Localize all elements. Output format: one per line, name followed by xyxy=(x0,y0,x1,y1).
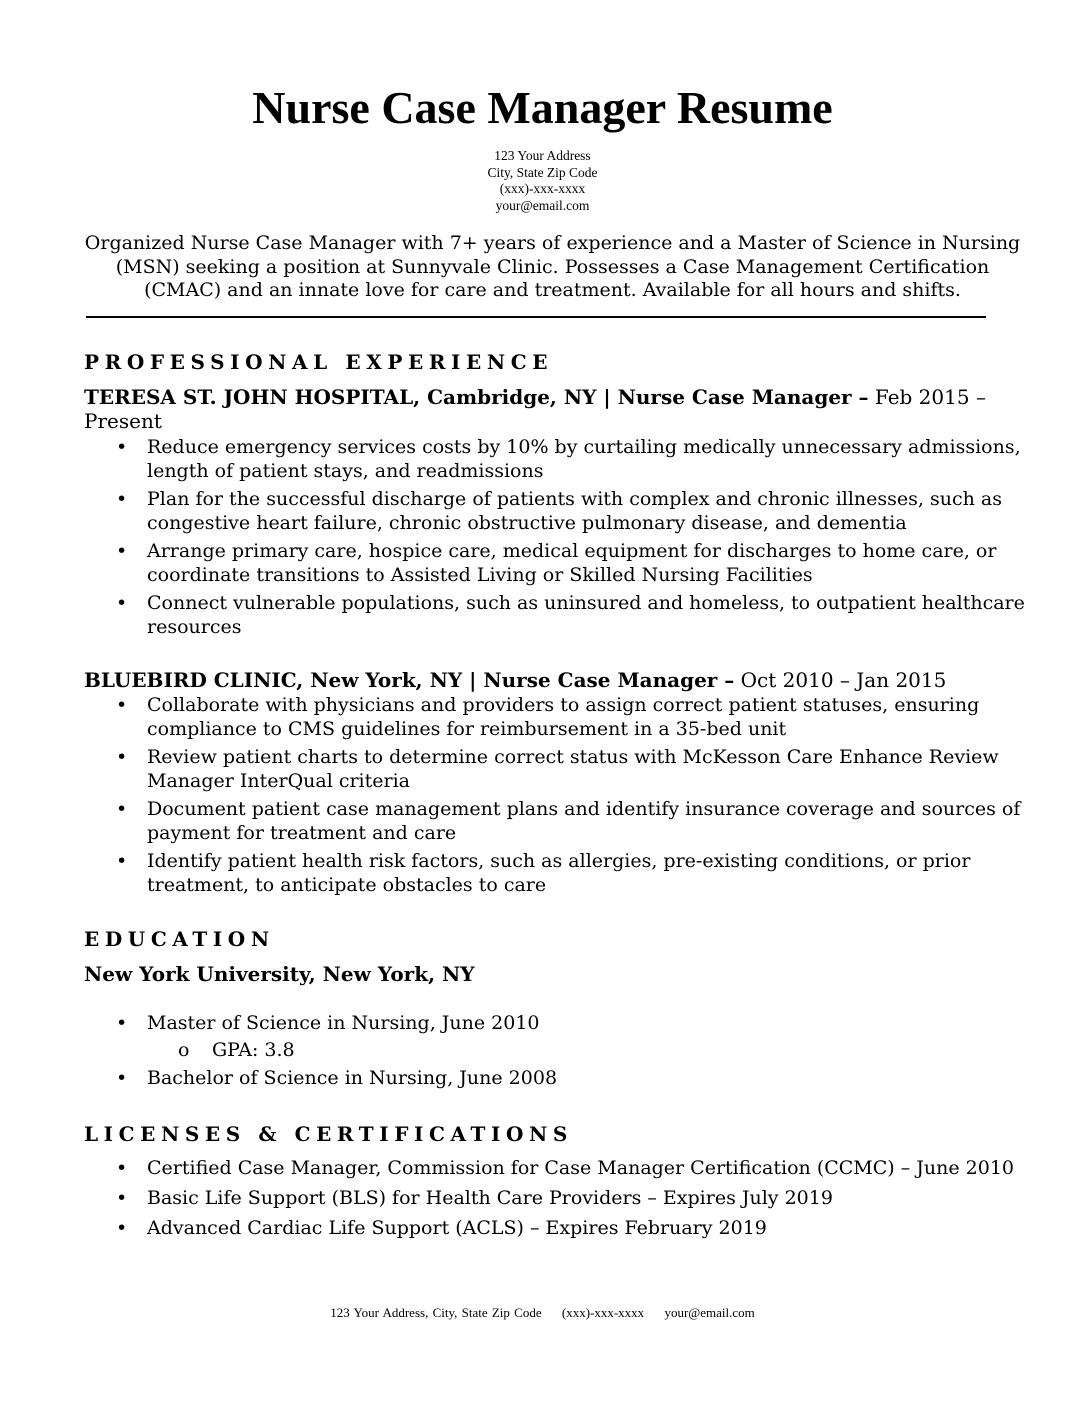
gpa-line: o GPA: 3.8 xyxy=(178,1039,295,1061)
education-bullets-2 xyxy=(0,1067,1027,1091)
bullet-icon: • xyxy=(116,798,128,820)
list-item: • Plan for the successful discharge of patients with complex and chronic illnesses, such as congestive heart failure, chronic obstructive pulmonary disease, and dementia xyxy=(116,488,1002,534)
page-title: Nurse Case Manager Resume xyxy=(252,82,833,133)
bullet-icon: • xyxy=(116,746,128,768)
bullet-icon: • xyxy=(116,1187,128,1209)
circle-bullet-icon: o xyxy=(178,1039,190,1061)
licenses-bullets xyxy=(0,1157,1027,1241)
footer-contact xyxy=(0,1305,1085,1321)
bullet-icon: • xyxy=(116,1067,128,1089)
contact-email[interactable]: your@email.com xyxy=(495,197,590,213)
job-employer: BLUEBIRD CLINIC, New York, NY | Nurse Case Manager – xyxy=(84,668,735,692)
education-heading: EDUCATION xyxy=(84,927,275,951)
job-bullets-1 xyxy=(0,436,1027,639)
list-item: • Identify patient health risk factors, such as allergies, pre-existing conditions, or prior treatment, to anticipate obstacles to care xyxy=(116,850,971,896)
list-item: • Arrange primary care, hospice care, medical equipment for discharges to home care, or coordinate transitions to Assisted Living or Skilled Nursing Facilities xyxy=(116,540,997,586)
list-item: • Review patient charts to determine correct status with McKesson Care Enhance Review Manager InterQual criteria xyxy=(116,746,999,792)
list-item: • Reduce emergency services costs by 10% by curtailing medically unnecessary admissions, length of patient stays, and readmissions xyxy=(116,436,1021,482)
contact-block xyxy=(0,148,1085,214)
bullet-icon: • xyxy=(116,488,128,510)
bullet-icon: • xyxy=(116,592,128,614)
job-bullets-2 xyxy=(0,694,1027,897)
list-item: • Document patient case management plans and identify insurance coverage and sources of payment for treatment and care xyxy=(116,798,1021,844)
job-dates: Feb 2015 – Present xyxy=(84,385,986,433)
list-item: • Advanced Cardiac Life Support (ACLS) – Expires February 2019 xyxy=(116,1217,767,1239)
footer-email[interactable]: your@email.com xyxy=(664,1305,755,1320)
list-item: • Certified Case Manager, Commission for Case Manager Certification (CCMC) – June 2010 xyxy=(116,1157,1015,1179)
divider-line xyxy=(86,316,986,318)
bullet-icon: • xyxy=(116,1157,128,1179)
bullet-icon: • xyxy=(116,540,128,562)
list-item: • Connect vulnerable populations, such as uninsured and homeless, to outpatient healthcare resources xyxy=(116,592,1025,638)
bullet-icon: • xyxy=(116,694,128,716)
contact-address: 123 Your Address xyxy=(494,148,591,163)
list-item: • Bachelor of Science in Nursing, June 2008 xyxy=(116,1067,558,1089)
job-employer: TERESA ST. JOHN HOSPITAL, Cambridge, NY | Nurse Case Manager – xyxy=(84,385,869,409)
contact-phone: (xxx)-xxx-xxxx xyxy=(499,181,586,196)
list-item: • Collaborate with physicians and providers to assign correct patient statuses, ensuring compliance to CMS guidelines for reimbursement in a 35-bed unit xyxy=(116,694,980,740)
summary-paragraph: Organized Nurse Case Manager with 7+ years of experience and a Master of Science in Nursing (MSN) seeking a position at Sunnyvale Clinic. Possesses a Case Management Certification (CMAC) and an innate love for care and treatment. Available for all hours and shifts. xyxy=(84,232,1021,301)
bullet-icon: • xyxy=(116,1012,128,1034)
bullet-icon: • xyxy=(116,436,128,458)
licenses-heading: LICENSES & CERTIFICATIONS xyxy=(84,1122,573,1146)
footer-phone: (xxx)-xxx-xxxx xyxy=(561,1305,645,1320)
list-item: • Master of Science in Nursing, June 2010 xyxy=(116,1012,540,1034)
bullet-icon: • xyxy=(116,850,128,872)
job-header-1 xyxy=(84,385,1014,433)
school-name: New York University, New York, NY xyxy=(84,962,475,986)
education-bullets-1 xyxy=(0,1012,1027,1036)
experience-heading: PROFESSIONAL EXPERIENCE xyxy=(84,350,554,374)
bullet-icon: • xyxy=(116,1217,128,1239)
footer-address: 123 Your Address, City, State Zip Code xyxy=(330,1305,542,1320)
job-dates: Oct 2010 – Jan 2015 xyxy=(740,668,947,692)
list-item: • Basic Life Support (BLS) for Health Care Providers – Expires July 2019 xyxy=(116,1187,833,1209)
contact-city: City, State Zip Code xyxy=(487,164,598,180)
job-header-2 xyxy=(84,668,1014,692)
